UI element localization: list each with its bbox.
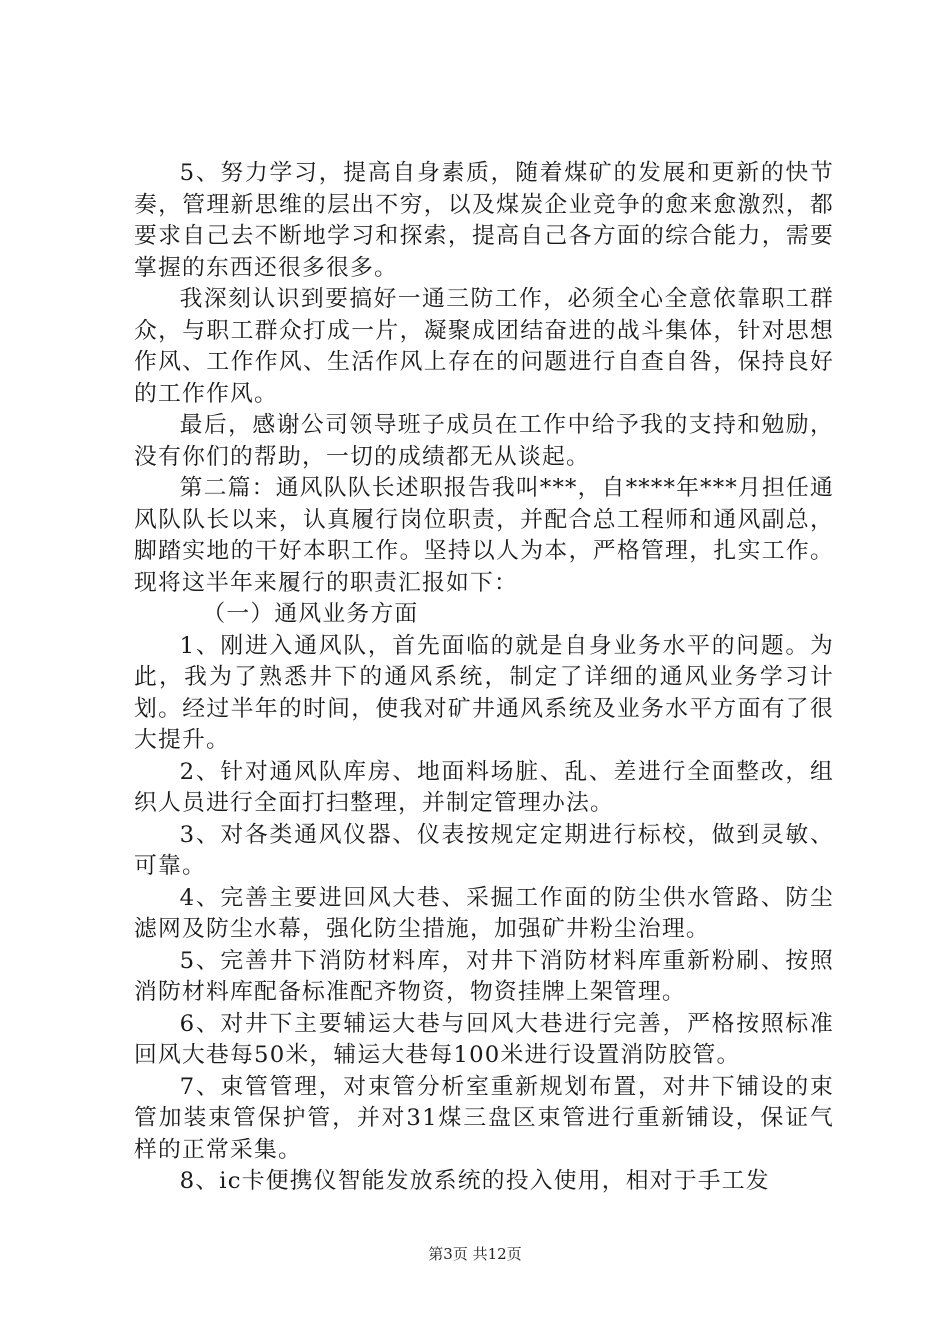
paragraph-thanks: 最后，感谢公司领导班子成员在工作中给予我的支持和勉励，没有你们的帮助，一切的成绩都无从谈起。 [134, 412, 834, 470]
section-heading-ventilation: （一）通风业务方面 [202, 601, 419, 627]
paragraph-item-4: 4、完善主要进回风大巷、采掘工作面的防尘供水管路、防尘滤网及防尘水幕，强化防尘措施，加强矿井粉尘治理。 [134, 884, 834, 942]
paragraph-item-8: 8、ic卡便携仪智能发放系统的投入使用，相对于手工发 [179, 1168, 770, 1194]
paragraph-work-style: 我深刻认识到要搞好一通三防工作，必须全心全意依靠职工群众，与职工群众打成一片，凝聚成团结奋进的战斗集体，针对思想作风、工作作风、生活作风上存在的问题进行自查自咎，保持良好的工作作风。 [134, 286, 834, 407]
paragraph-item-2: 2、针对通风队库房、地面料场脏、乱、差进行全面整改，组织人员进行全面打扫整理，并制定管理办法。 [134, 758, 834, 816]
paragraph-study: 5、努力学习，提高自身素质，随着煤矿的发展和更新的快节奏，管理新思维的层出不穷，以及煤炭企业竞争的愈来愈激烈，都要求自己去不断地学习和探索，提高自己各方面的综合能力，需要掌握的东西还很多很多。 [134, 160, 834, 281]
paragraph-item-1: 1、刚进入通风队，首先面临的就是自身业务水平的问题。为此，我为了熟悉井下的通风系统，制定了详细的通风业务学习计划。经过半年的时间，使我对矿井通风系统及业务水平方面有了很大提升。 [134, 632, 834, 753]
paragraph-second-article-intro: 第二篇：通风队队长述职报告我叫***，自****年***月担任通风队队长以来，认真履行岗位职责，并配合总工程师和通风副总，脚踏实地的干好本职工作。坚持以人为本，严格管理，扎实工作。现将这半年来履行的职责汇报如下： [134, 475, 834, 596]
page-number-footer: 第3页 共12页 [428, 1245, 522, 1263]
document-body [134, 158, 834, 1198]
paragraph-item-3: 3、对各类通风仪器、仪表按规定定期进行标校，做到灵敏、可靠。 [134, 821, 834, 879]
paragraph-item-5: 5、完善井下消防材料库，对井下消防材料库重新粉刷、按照消防材料库配备标准配齐物资，物资挂牌上架管理。 [134, 947, 834, 1005]
paragraph-item-7: 7、束管管理，对束管分析室重新规划布置，对井下铺设的束管加装束管保护管，并对31煤三盘区束管进行重新铺设，保证气样的正常采集。 [134, 1073, 834, 1163]
paragraph-item-6: 6、对井下主要辅运大巷与回风大巷进行完善，严格按照标准回风大巷每50米，辅运大巷每100米进行设置消防胶管。 [134, 1010, 834, 1068]
